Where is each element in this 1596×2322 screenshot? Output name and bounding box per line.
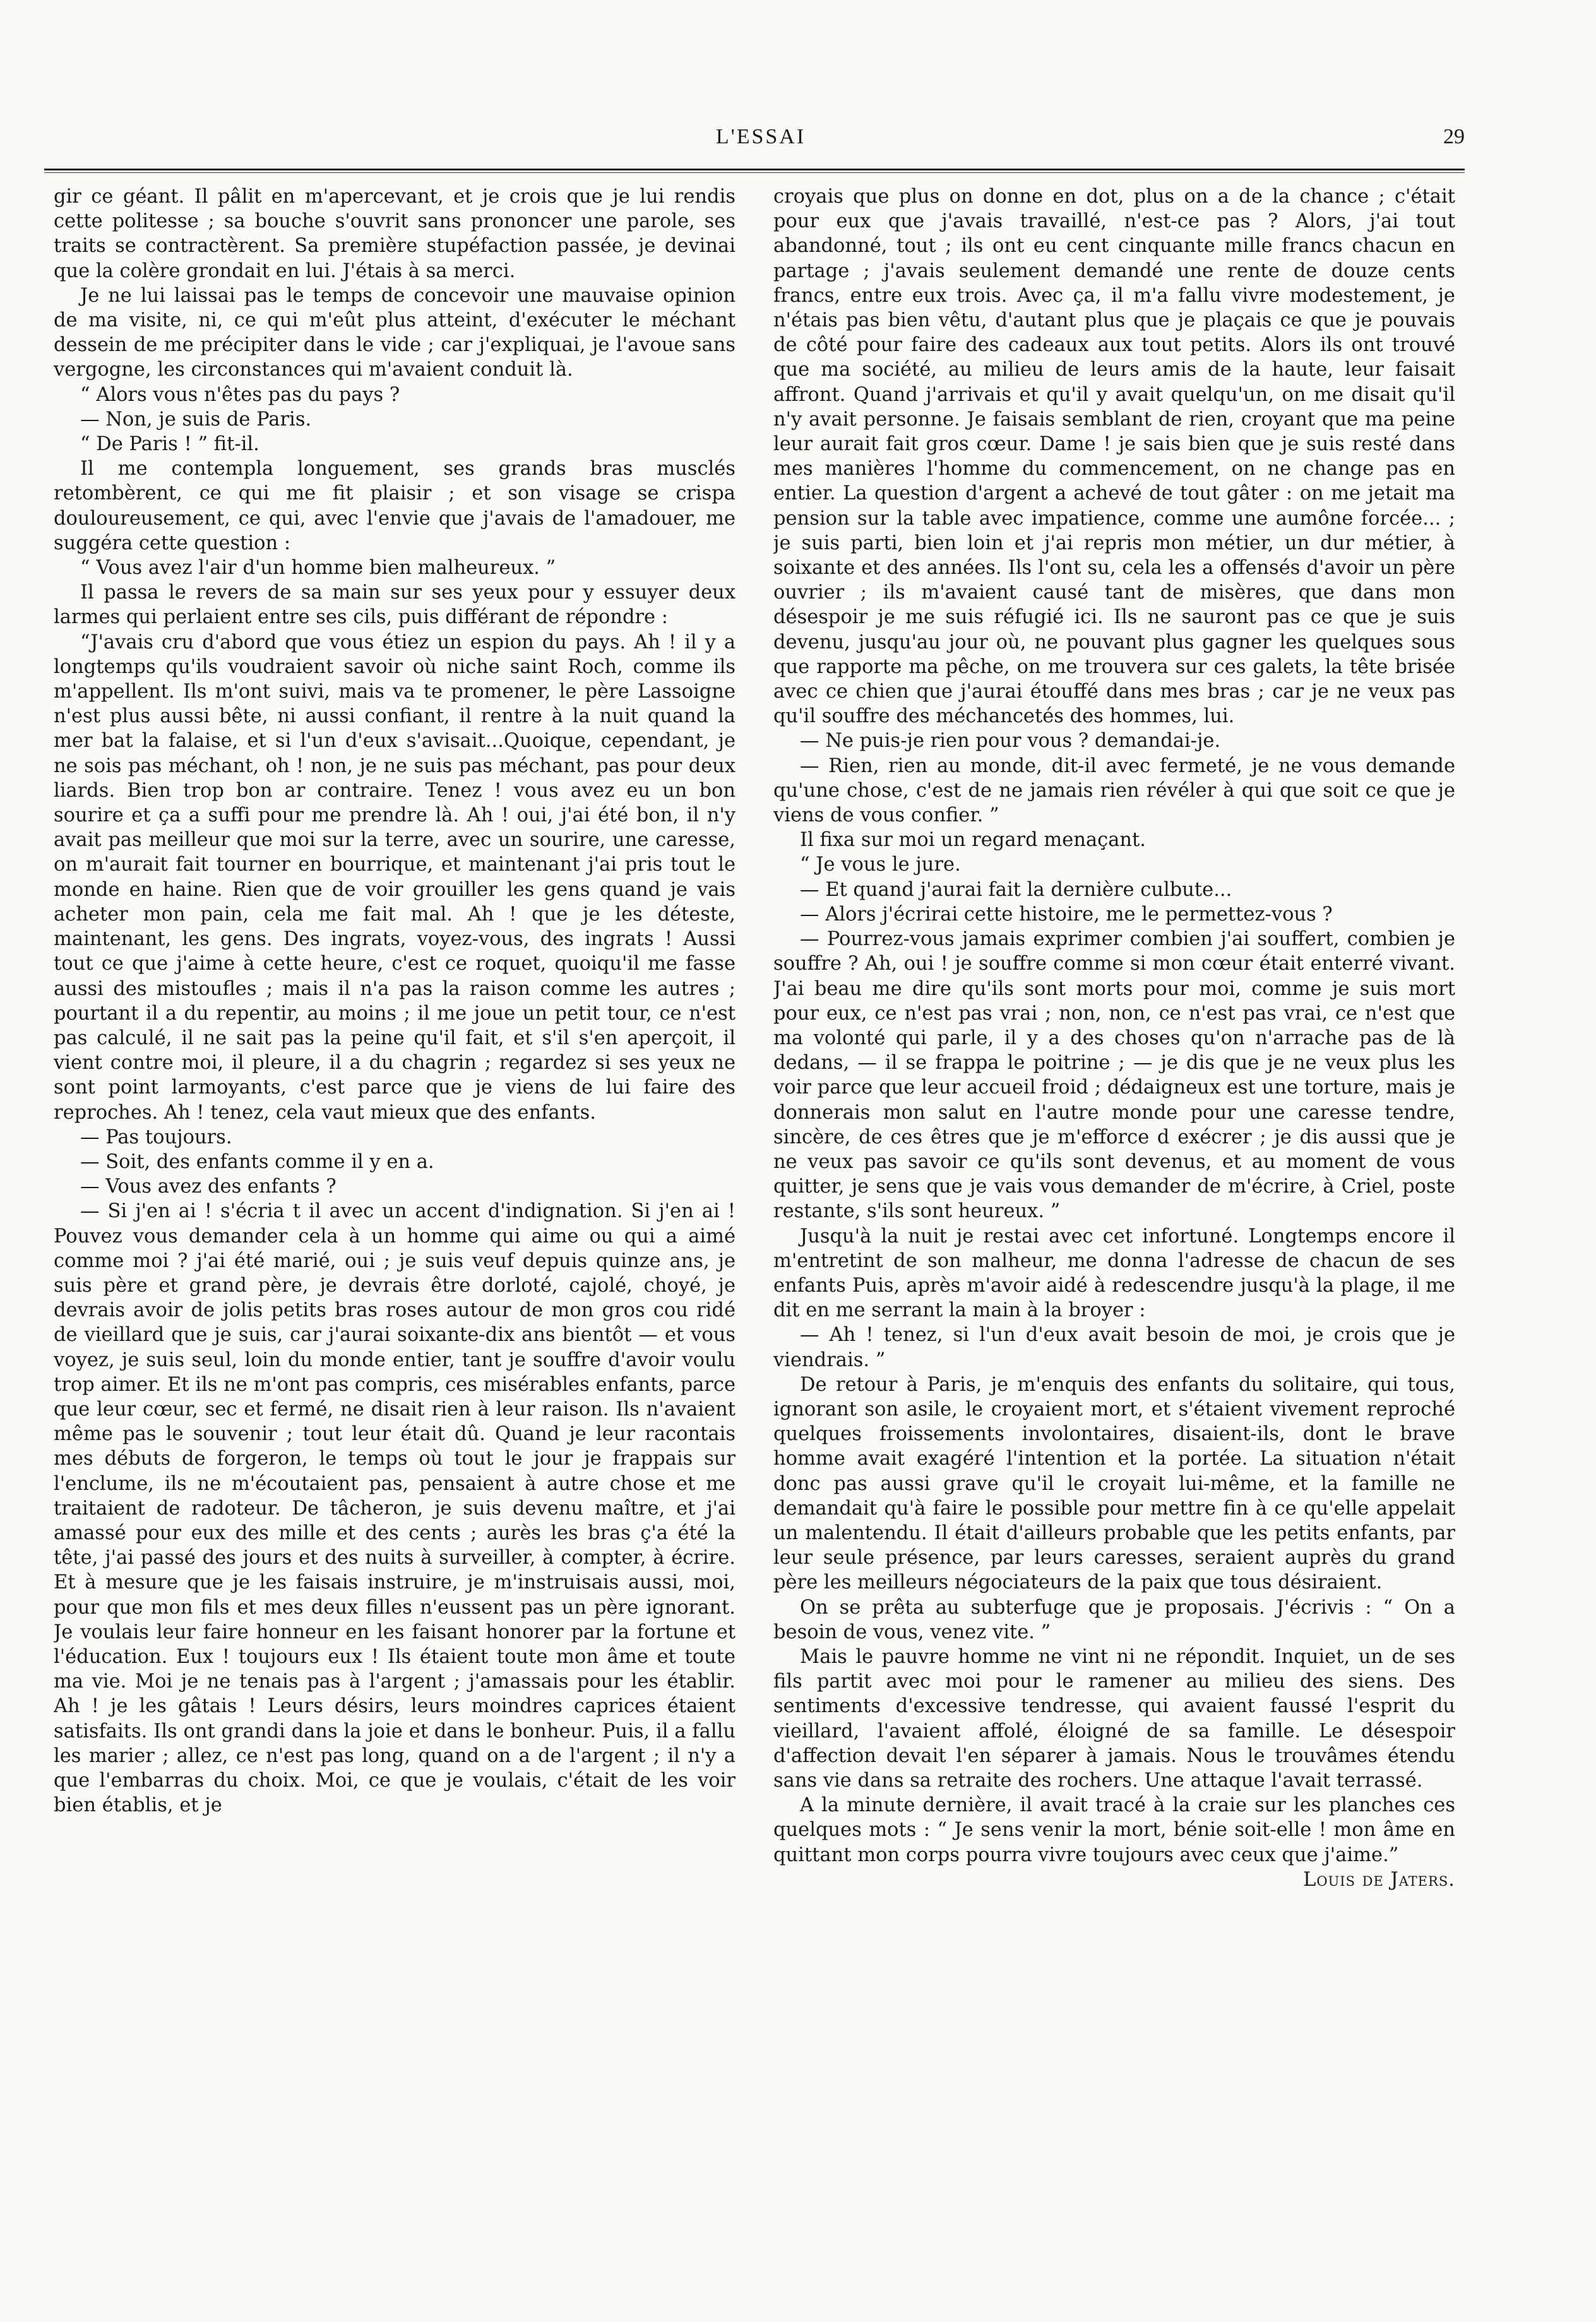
paragraph: Il fixa sur moi un regard menaçant. (800, 829, 1146, 852)
paragraph: — Soit, des enfants comme il y en a. (80, 1150, 434, 1173)
paragraph: Mais le pauvre homme ne vint ni ne répondit. Inquiet, un de ses fils partit avec moi pour le ramener au milieu des siens. Des sentiments d'excessive tendresse, qui avaient faussé l'esprit du vieillard, l'avaient affolé, éloigné de sa famille. Le désespoir d'affection devait l'en séparer à jamais. Nous le trouvâmes étendu sans vie dans sa retraite des rochers. Une attaque l'avait terrassé. (773, 1645, 1455, 1792)
paragraph: De retour à Paris, je m'enquis des enfants du solitaire, qui tous, ignorant son asile, le croyaient mort, et s'étaient vivement reproché quelques froissements involontaires, disaient-ils, dont le brave homme avait exagéré l'intention et la portée. La situation n'était donc pas aussi grave qu'il le croyait lui-même, et la famille ne demandait qu'à faire le possible pour mettre fin à ce qu'elle appelait un malentendu. Il était d'ailleurs probable que les petits enfants, par leur seule présence, par leurs caresses, seraient auprès du grand père les meilleurs négociateurs de la paix que tous désiraient. (773, 1373, 1455, 1594)
paragraph: — Non, je suis de Paris. (80, 408, 312, 431)
header-rule (44, 169, 1465, 170)
page-header (57, 125, 1465, 163)
paragraph: — Si j'en ai ! s'écria t il avec un accent d'indignation. Si j'en ai ! Pouvez vous demander cela à un homme qui aime ou qui a aimé comme moi ? j'ai été marié, oui ; je suis veuf depuis quinze ans, je suis père et grand père, je devrais être dorloté, cajolé, choyé, je devrais avoir de jolis petits bras roses autour de mon gros cou ridé de vieillard que je suis, car j'aurai soixante-dix ans bientôt — et vous voyez, je suis seul, loin du monde entier, tant je souffre d'avoir voulu trop aimer. Et ils ne m'ont pas compris, ces misérables enfants, parce que leur cœur, sec et fermé, ne disait rien à leur raison. Ils n'avaient même pas le souvenir ; tout leur était dû. Quand je leur racontais mes débuts de forgeron, le temps où tout le jour je frappais sur l'enclume, ils ne m'écoutaient pas, pensaient à autre chose et me traitaient de radoteur. De tâcheron, je suis devenu maître, et j'ai amassé pour eux des mille et des cents ; aurès les bras ç'a été la tête, j'ai passé des jours et des nuits à surveiller, à compter, à écrire. Et à mesure que je les faisais instruire, je m'instruisais aussi, moi, pour que mon fils et mes deux filles n'eussent pas un père ignorant. Je voulais leur faire honneur en les faisant honorer par la fortune et l'éducation. Eux ! toujours eux ! Ils étaient toute mon âme et toute ma vie. Moi je ne tenais pas à l'argent ; j'amassais pour les établir. Ah ! je les gâtais ! Leurs désirs, leurs moindres caprices étaient satisfaits. Ils ont grandi dans la joie et dans le bonheur. Puis, il a fallu les marier ; allez, ce n'est pas long, quand on a de l'argent ; il n'y a que l'embarras du choix. Moi, ce que je voulais, c'était de les voir bien établis, et je (54, 1200, 735, 1817)
paragraph: On se prêta au subterfuge que je proposais. J'écrivis : “ On a besoin de vous, venez vite. ” (773, 1596, 1455, 1643)
paragraph: — Alors j'écrirai cette histoire, me le permettez-vous ? (800, 903, 1333, 926)
right-column (773, 184, 1455, 2287)
paragraph: “ Je vous le jure. (800, 854, 961, 876)
paragraph: “ Alors vous n'êtes pas du pays ? (80, 383, 400, 406)
paragraph: “J'avais cru d'abord que vous étiez un espion du pays. Ah ! il y a longtemps qu'ils voudraient savoir où niche saint Roch, comme ils m'appellent. Ils m'ont suivi, mais va te promener, le père Lassoigne n'est plus aussi bête, ni aussi confiant, il rentre à la nuit quand la mer bat la falaise, et si l'un d'eux s'avisait...Quoique, cependant, je ne sois pas méchant, oh ! non, je ne suis pas méchant, pas pour deux liards. Bien trop bon ar contraire. Tenez ! vous avez eu un bon sourire et ça a suffi pour me prendre là. Ah ! oui, j'ai été bon, il n'y avait pas meilleur que moi sur la terre, avec un sourire, une caresse, on m'aurait fait tourner en bourrique, et maintenant j'ai pris tout le monde en haine. Rien que de voir grouiller les gens quand je vais acheter mon pain, cela me fait mal. Ah ! que je les déteste, maintenant, les gens. Des ingrats, voyez-vous, des ingrats ! Aussi tout ce que j'aime à cette heure, c'est ce roquet, quoiqu'il me fasse aussi des mistoufles ; mais il n'a pas la raison comme les autres ; pourtant il a du repentir, au moins ; il me joue un petit tour, ce n'est pas calculé, il ne sait pas la peine qu'il fait, et s'il s'en aperçoit, il vient contre moi, il pleure, il a du chagrin ; regardez si ses yeux ne sont point larmoyants, c'est parce que je viens de lui faire des reproches. Ah ! tenez, cela vaut mieux que des enfants. (54, 631, 735, 1124)
page-number: 29 (1443, 125, 1465, 148)
paragraph: Jusqu'à la nuit je restai avec cet infortuné. Longtemps encore il m'entretint de son malheur, me donna l'adresse de chacun de ses enfants Puis, après m'avoir aidé à redescendre jusqu'à la plage, il me dit en me serrant la main à la broyer : (773, 1225, 1455, 1322)
paragraph: — Pourrez-vous jamais exprimer combien j'ai souffert, combien je souffre ? Ah, oui ! je souffre comme si mon cœur était enterré vivant. J'ai beau me dire qu'ils sont morts pour moi, comme je suis mort pour eux, ce n'est pas vrai ; non, non, ce n'est pas vrai, ce n'est que ma volonté qui parle, il y a des choses qu'on n'arrache pas de là dedans, — il se frappa le poitrine ; — je dis que je ne veux plus les voir parce que leur accueil froid ; dédaigneux est une torture, mais je donnerais mon salut en l'autre monde pour une caresse tendre, sincère, de ces êtres que je m'efforce d exécrer ; je dis aussi que je ne veux pas savoir ce qu'ils sont devenus, et au moment de vous quitter, je sens que je vais vous demander de m'écrire, à Criel, poste restante, s'ils sont heureux. ” (773, 928, 1455, 1223)
paragraph: “ De Paris ! ” fit-il. (80, 433, 259, 456)
header-rule-thin (44, 172, 1465, 173)
paragraph: — Ah ! tenez, si l'un d'eux avait besoin de moi, je crois que je viendrais. ” (773, 1324, 1455, 1371)
paragraph: Je ne lui laissai pas le temps de concevoir une mauvaise opinion de ma visite, ni, ce qui m'eût plus atteint, d'exécuter le méchant dessein de me précipiter dans le vide ; car j'expliquai, je l'avoue sans vergogne, les circonstances qui m'avaient conduit là. (54, 284, 735, 381)
paragraph: Il passa le revers de sa main sur ses yeux pour y essuyer deux larmes qui perlaient entre ses cils, puis différant de répondre : (54, 581, 735, 629)
paragraph: — Vous avez des enfants ? (80, 1176, 336, 1198)
left-column (54, 184, 735, 2287)
paragraph: — Ne puis-je rien pour vous ? demandai-je. (800, 730, 1221, 753)
paragraph: croyais que plus on donne en dot, plus on a de la chance ; c'était pour eux que j'avais travaillé, n'est-ce pas ? Alors, j'ai tout abandonné, tout ; ils ont eu cent cinquante mille francs chacun en partage ; j'avais seulement demandé une rente de douze cents francs, entre eux trois. Avec ça, il m'a fallu vivre modestement, je n'étais pas bien vêtu, d'autant plus que je plaçais ce que je pouvais de côté pour faire des cadeaux aux tout petits. Alors ils ont trouvé que ma société, au milieu de leurs amis de la haute, leur faisait affront. Quand j'arrivais et qu'il y avait quelqu'un, on me disait qu'il n'y avait personne. Je faisais semblant de rien, croyant que ma peine leur aurait fait gros cœur. Dame ! je sais bien que je suis resté dans mes manières l'homme du commencement, on ne change pas en entier. La question d'argent a achevé de tout gâter : on me jetait ma pension sur la table avec impatience, comme une aumône forcée... ; je suis parti, bien loin et j'ai repris mon métier, un dur métier, à soixante et des années. Ils l'ont su, cela les a offensés d'avoir un père ouvrier ; ils m'avaient causé tant de misères, que dans mon désespoir je me suis réfugié ici. Ils ne sauront pas ce que je suis devenu, jusqu'au jour où, ne pouvant plus gagner les quelques sous que rapporte ma pêche, on me trouvera sur ces galets, la tête brisée avec ce chien que j'aurai étouffé dans mes bras ; car je ne veux pas qu'il souffre des méchancetés des hommes, lui. (773, 186, 1455, 728)
paragraph: — Pas toujours. (80, 1126, 232, 1148)
paragraph: A la minute dernière, il avait tracé à la craie sur les planches ces quelques mots : “ Je sens venir la mort, bénie soit-elle ! mon âme en quittant mon corps pourra vivre toujours avec ceux que j'aime.” (773, 1794, 1455, 1866)
paragraph: — Et quand j'aurai fait la dernière culbute... (800, 878, 1232, 901)
paragraph: “ Vous avez l'air d'un homme bien malheureux. ” (80, 557, 556, 580)
running-title: L'ESSAI (715, 125, 806, 148)
author-signature: Louis de Jaters. (1303, 1868, 1455, 1891)
paragraph: Il me contempla longuement, ses grands bras musclés retombèrent, ce qui me fit plaisir ; et son visage se crispa douloureusement, ce qui, avec l'envie que j'avais de l'amadouer, me suggéra cette question : (54, 458, 735, 554)
paragraph: — Rien, rien au monde, dit-il avec fermeté, je ne vous demande qu'une chose, c'est de ne jamais rien révéler à qui que soit ce que je viens de vous confier. ” (773, 754, 1455, 827)
paragraph: gir ce géant. Il pâlit en m'apercevant, et je crois que je lui rendis cette politesse ; sa bouche s'ouvrit sans prononcer une parole, ses traits se contractèrent. Sa première stupéfaction passée, je devinai que la colère grondait en lui. J'étais à sa merci. (54, 186, 735, 282)
